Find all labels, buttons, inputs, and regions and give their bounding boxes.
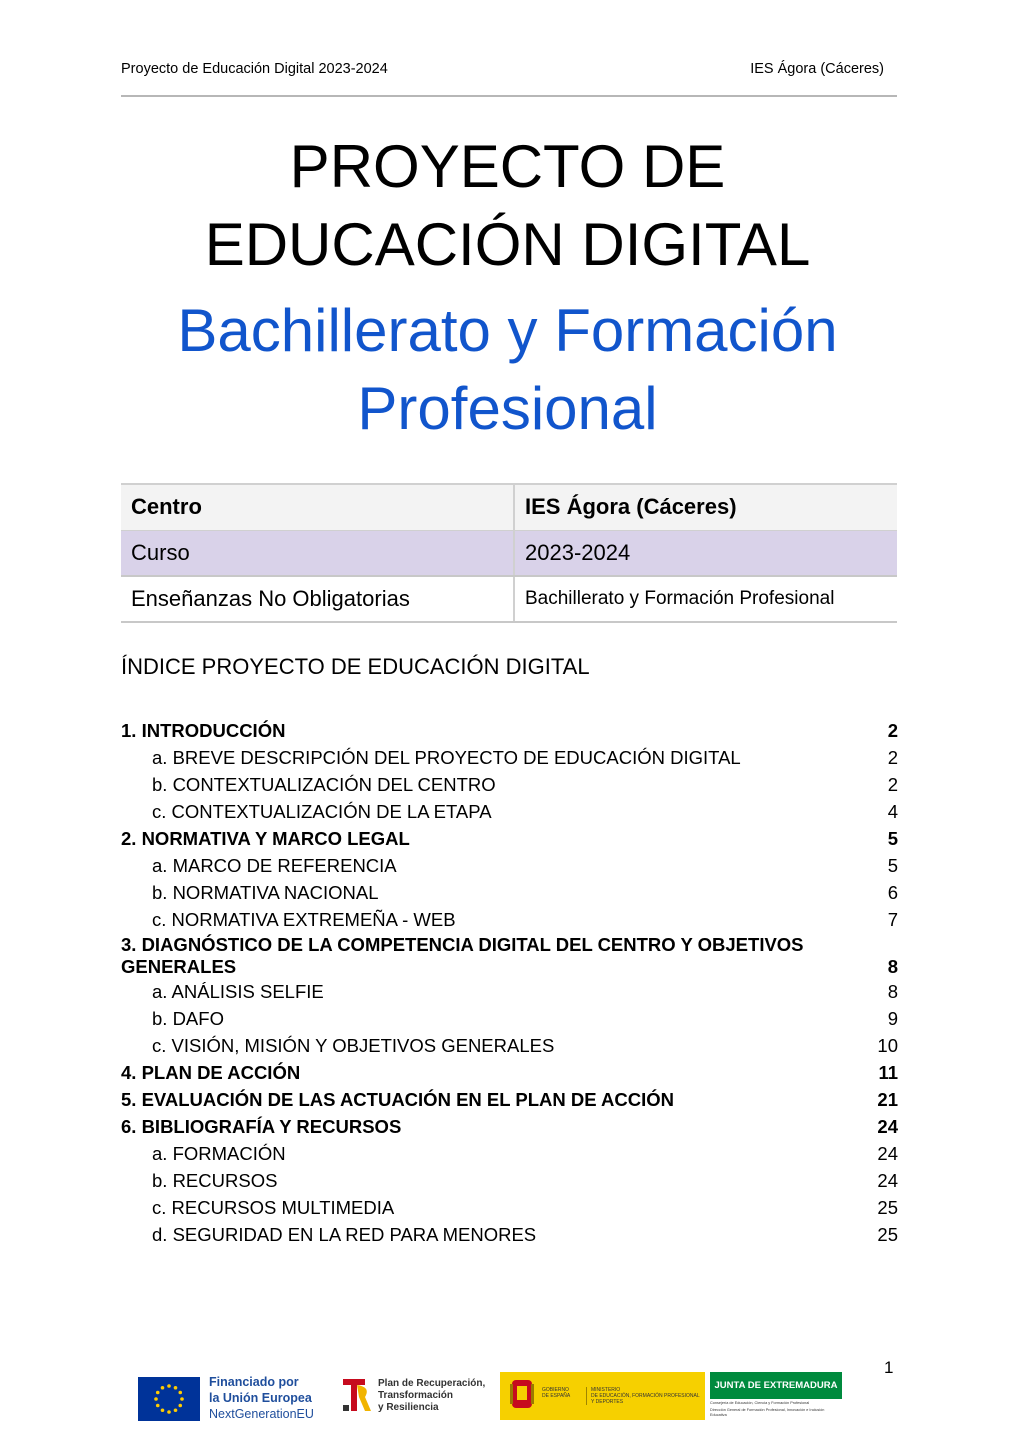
toc-entry-page: 9 [887, 1008, 898, 1029]
coat-of-arms-icon [510, 1378, 534, 1412]
recovery-plan-line-2: Transformación [378, 1390, 454, 1401]
recovery-plan-logo-mark [341, 1375, 373, 1417]
toc-entry-page: 5 [887, 855, 898, 876]
toc-entry-text: b. DAFO [152, 1008, 224, 1029]
toc-entry-page: 7 [887, 909, 898, 930]
eu-text-line-2: la Unión Europea [209, 1391, 312, 1405]
toc-entry[interactable] [121, 879, 898, 906]
toc-entry-text: b. RECURSOS [152, 1170, 278, 1191]
header-school-name: IES Ágora (Cáceres) [750, 61, 884, 77]
toc-entry[interactable] [121, 852, 898, 879]
toc-entry[interactable] [121, 1167, 898, 1194]
info-label: Centro [121, 484, 514, 530]
info-value: 2023-2024 [514, 530, 897, 576]
eu-star-icon [161, 1408, 165, 1412]
toc-entry[interactable] [121, 906, 898, 933]
toc-entry[interactable] [121, 978, 898, 1005]
eu-text-line-1: Financiado por [209, 1375, 299, 1389]
toc-entry-page: 21 [877, 1089, 898, 1110]
junta-caption-2: Dirección General de Formación Profesional, Innovación e Inclusión Educativa [710, 1408, 825, 1417]
toc-entry[interactable] [121, 1140, 898, 1167]
eu-star-icon [154, 1397, 158, 1401]
ministry-line-3: Y DEPORTES [591, 1399, 624, 1405]
toc-entry-text: c. NORMATIVA EXTREMEÑA - WEB [152, 909, 456, 930]
toc-entry-page: 5 [887, 828, 898, 849]
toc-heading: ÍNDICE PROYECTO DE EDUCACIÓN DIGITAL [121, 654, 590, 679]
toc-entry-text: c. VISIÓN, MISIÓN Y OBJETIVOS GENERALES [152, 1035, 555, 1056]
eu-star-icon [174, 1408, 178, 1412]
toc-entry-text: 3. DIAGNÓSTICO DE LA COMPETENCIA DIGITAL DEL CENTRO Y OBJETIVOS GENERALES [121, 934, 804, 977]
toc-entry-page: 11 [878, 1062, 898, 1083]
toc-entry[interactable] [121, 933, 898, 978]
toc-entry[interactable] [121, 825, 898, 852]
toc-entry-page: 2 [887, 774, 898, 795]
toc-entry[interactable] [121, 1005, 898, 1032]
toc-entry-text: 2. NORMATIVA Y MARCO LEGAL [121, 828, 410, 849]
recovery-plan-line-3: y Resiliencia [378, 1402, 439, 1413]
eu-star-icon [178, 1391, 182, 1395]
eu-text-line-3: NextGenerationEU [209, 1407, 314, 1421]
toc-entry-page: 2 [887, 720, 898, 741]
government-line-2: DE ESPAÑA [542, 1393, 571, 1399]
toc-entry-text: a. FORMACIÓN [152, 1143, 286, 1164]
toc-entry-page: 24 [877, 1170, 898, 1191]
junta-caption-1: Consejería de Educación, Ciencia y Formación Profesional [710, 1401, 810, 1405]
toc-entry-page: 24 [877, 1143, 898, 1164]
eu-star-icon [156, 1404, 160, 1408]
ministry-text [586, 1387, 700, 1405]
government-line-1: GOBIERNO [542, 1387, 569, 1393]
toc-entry[interactable] [121, 1221, 898, 1248]
junta-extremadura-logo [710, 1372, 842, 1418]
junta-name: JUNTA DE EXTREMADURA [710, 1372, 842, 1399]
toc-entry-page: 10 [877, 1035, 898, 1056]
info-row-ensenanzas [121, 576, 897, 622]
toc-entry-page: 8 [887, 981, 898, 1002]
toc-entry-text: a. ANÁLISIS SELFIE [152, 981, 324, 1002]
header-document-title: Proyecto de Educación Digital 2023-2024 [121, 61, 388, 77]
toc-entry-page: 6 [887, 882, 898, 903]
toc-entry[interactable] [121, 1032, 898, 1059]
toc-entry[interactable] [121, 744, 898, 771]
toc-entry-text: c. CONTEXTUALIZACIÓN DE LA ETAPA [152, 801, 492, 822]
toc-entry[interactable] [121, 798, 898, 825]
eu-star-icon [180, 1397, 184, 1401]
eu-star-icon [167, 1384, 171, 1388]
toc-entry-page: 2 [887, 747, 898, 768]
info-value: IES Ágora (Cáceres) [514, 484, 897, 530]
toc-entry-page: 4 [887, 801, 898, 822]
eu-flag-logo [138, 1377, 200, 1421]
page-header [121, 61, 897, 97]
title-line-1: PROYECTO DE [289, 133, 726, 200]
toc-entry-page: 8 [887, 956, 898, 977]
toc-entry-text: 4. PLAN DE ACCIÓN [121, 1062, 301, 1083]
toc-entry-text: a. BREVE DESCRIPCIÓN DEL PROYECTO DE EDUCACIÓN DIGITAL [152, 747, 741, 768]
footer-logos [138, 1372, 848, 1420]
toc-entry[interactable] [121, 717, 898, 744]
document-title [0, 128, 1015, 448]
toc-entry-text: 5. EVALUACIÓN DE LAS ACTUACIÓN EN EL PLAN DE ACCIÓN [121, 1089, 674, 1110]
toc-entry-page: 25 [877, 1197, 898, 1218]
toc-entry-page: 25 [877, 1224, 898, 1245]
page-number: 1 [884, 1358, 894, 1377]
toc-entry-page: 24 [877, 1116, 898, 1137]
subtitle-line-2: Profesional [357, 375, 658, 442]
ministry-line-2: DE EDUCACIÓN, FORMACIÓN PROFESIONAL [591, 1393, 700, 1399]
toc-entry-text: b. NORMATIVA NACIONAL [152, 882, 379, 903]
toc-entry[interactable] [121, 1113, 898, 1140]
info-value: Bachillerato y Formación Profesional [514, 576, 897, 622]
recovery-plan-text [378, 1378, 485, 1414]
eu-star-icon [167, 1410, 171, 1414]
info-label: Enseñanzas No Obligatorias [121, 576, 514, 622]
table-of-contents [121, 717, 898, 1248]
toc-entry-text: b. CONTEXTUALIZACIÓN DEL CENTRO [152, 774, 496, 795]
eu-funding-text [209, 1374, 314, 1422]
government-text [542, 1387, 570, 1399]
info-row-centro [121, 484, 897, 530]
eu-star-icon [178, 1404, 182, 1408]
eu-star-icon [174, 1386, 178, 1390]
recovery-plan-line-1: Plan de Recuperación, [378, 1378, 486, 1389]
ministry-line-1: MINISTERIO [591, 1387, 621, 1393]
toc-entry-text: c. RECURSOS MULTIMEDIA [152, 1197, 395, 1218]
toc-entry-text: a. MARCO DE REFERENCIA [152, 855, 397, 876]
info-table [121, 483, 897, 623]
title-line-2: EDUCACIÓN DIGITAL [204, 211, 811, 278]
info-label: Curso [121, 530, 514, 576]
spanish-government-logo [500, 1372, 705, 1420]
eu-star-icon [156, 1391, 160, 1395]
toc-entry[interactable] [121, 1086, 898, 1113]
toc-entry-text: d. SEGURIDAD EN LA RED PARA MENORES [152, 1224, 537, 1245]
toc-entry[interactable] [121, 1194, 898, 1221]
toc-entry-text: 6. BIBLIOGRAFÍA Y RECURSOS [121, 1116, 402, 1137]
subtitle-line-1: Bachillerato y Formación [177, 297, 838, 364]
toc-entry[interactable] [121, 771, 898, 798]
toc-entry-text: 1. INTRODUCCIÓN [121, 720, 286, 741]
info-row-curso [121, 530, 897, 576]
eu-star-icon [161, 1386, 165, 1390]
toc-entry[interactable] [121, 1059, 898, 1086]
